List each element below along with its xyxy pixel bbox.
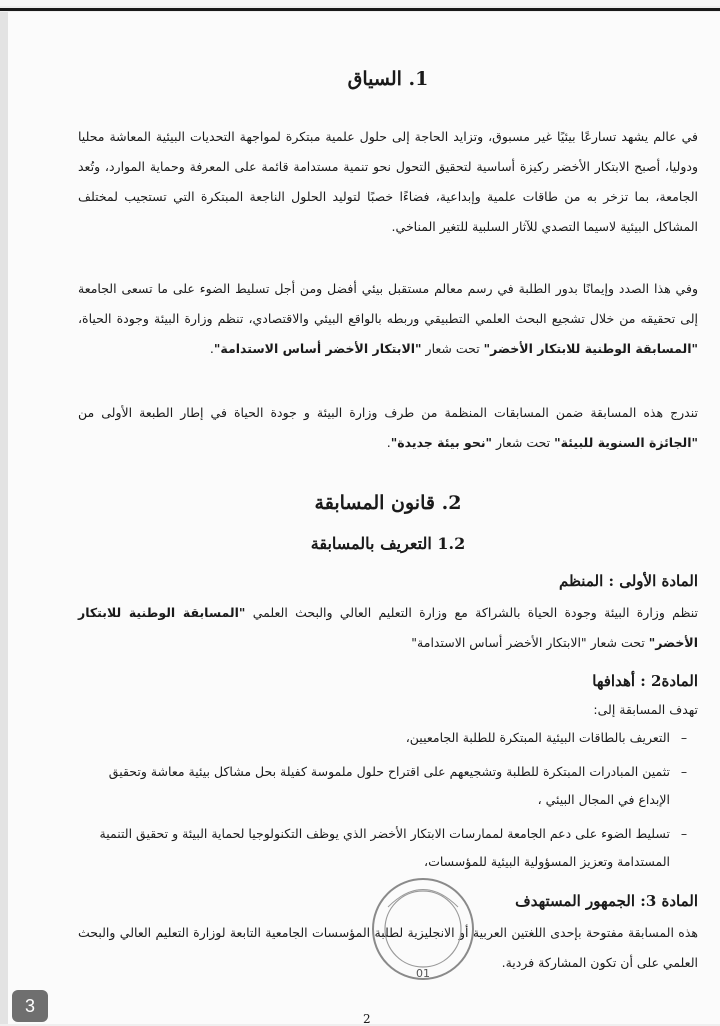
subsection-1-2-heading: 1.2 التعريف بالمسابقة	[310, 534, 466, 553]
p3-text-e: .	[386, 435, 391, 450]
p3-text-c: تحت شعار	[492, 435, 555, 450]
page-left-edge	[0, 12, 8, 1024]
page-count-badge[interactable]: 3	[12, 990, 48, 1022]
official-stamp	[368, 867, 478, 997]
objective-text: تسليط الضوء على دعم الجامعة لممارسات الابتكار الأخضر الذي يوظف التكنولوجيا لحماية البيئة و تحقيق التنمية المستدامة وتعزيز المسؤولية البيئية للمؤسسات،	[99, 826, 670, 869]
stamp-number: 01	[416, 967, 430, 980]
bullet-dash: –	[680, 826, 688, 841]
p2-text-a: وفي هذا الصدد وإيمانًا بدور الطلبة في رسم معالم مستقبل بيئي أفضل ومن أجل تسليط الضوء على ما تسعى الجامعة إلى تحقيقه من خلال تشجيع البحث العلمي التطبيقي وربطه بالواقع البيئي والاقتصادي، تنظم وزارة البيئة وجودة الحياة،	[78, 281, 698, 326]
p2-slogan: "الابتكار الأخضر أساس الاستدامة"	[213, 341, 422, 356]
article-3-text: هذه المسابقة مفتوحة بإحدى اللغتين العربية أو الانجليزية لطلبة المؤسسات الجامعية التابعة لوزارة التعليم العالي والبحث العلمي على أن تكون المشاركة فردية.	[78, 925, 698, 970]
objective-text: التعريف بالطاقات البيئية المبتكرة للطلبة الجامعيين،	[405, 730, 670, 745]
viewer-top-bar	[0, 0, 720, 6]
article-3-title: المادة 3: الجمهور المستهدف	[515, 892, 698, 910]
p2-text-c: تحت شعار	[421, 341, 484, 356]
p3-text-a: تندرج هذه المسابقة ضمن المسابقات المنظمة من طرف وزارة البيئة و جودة الحياة في إطار الطبعة الأولى من	[78, 405, 698, 420]
document-page	[8, 12, 720, 1024]
objective-text: تثمين المبادرات المبتكرة للطلبة وتشجيعهم على اقتراح حلول ملموسة كفيلة بحل مشاكل بيئية معاشة وتحقيق الإبداع في المجال البيئي ،	[108, 764, 670, 807]
art1-text-c: تحت شعار "الابتكار الأخضر أساس الاستدامة"	[411, 635, 649, 650]
article-2-title: المادة2 : أهدافها	[592, 672, 698, 690]
p2-competition-name: "المسابقة الوطنية للابتكار الأخضر"	[483, 341, 698, 356]
page-number: 2	[363, 1012, 371, 1026]
art1-competition-name: "المسابقة الوطنية للابتكار الأخضر"	[78, 605, 698, 650]
context-paragraph-1: في عالم يشهد تسارعًا بيئيًا غير مسبوق، وتزايد الحاجة إلى حلول علمية مبتكرة لمواجهة التحديات البيئية المعاشة محليا ودوليا، أصبح الابتكار الأخضر ركيزة أساسية لتحقيق التحول نحو تنمية مستدامة قائمة على المعرفة وحماية الموارد، وتُعد الجامعة، بما تزخر به من طاقات علمية وإبداعية، فضاءًا خصبًا لتوليد الحلول الناجعة المبتكرة التي تستجيب لمختلف المشاكل البيئية لاسيما التصدي للآثار السلبية للتغير المناخي.	[78, 129, 698, 234]
bullet-dash: –	[680, 730, 688, 745]
section-2-heading: 2. قانون المسابقة	[314, 492, 462, 514]
page-top-border	[0, 8, 720, 11]
bullet-dash: –	[680, 764, 688, 779]
article-1-title: المادة الأولى : المنظم	[559, 572, 698, 590]
art1-text-a: تنظم وزارة البيئة وجودة الحياة بالشراكة مع وزارة التعليم العالي والبحث العلمي	[245, 605, 698, 620]
article-1-text	[78, 598, 698, 658]
article-2-intro: تهدف المسابقة إلى:	[593, 702, 698, 717]
p2-text-e: .	[209, 341, 214, 356]
context-paragraph-2	[78, 274, 698, 364]
p3-slogan: "نحو بيئة جديدة"	[390, 435, 493, 450]
context-paragraph-3	[78, 398, 698, 458]
section-1-heading: 1. السياق	[347, 68, 429, 90]
objective-item-2	[78, 758, 698, 814]
objective-item-1	[78, 724, 698, 752]
p3-award-name: "الجائزة السنوية للبيئة"	[554, 435, 698, 450]
